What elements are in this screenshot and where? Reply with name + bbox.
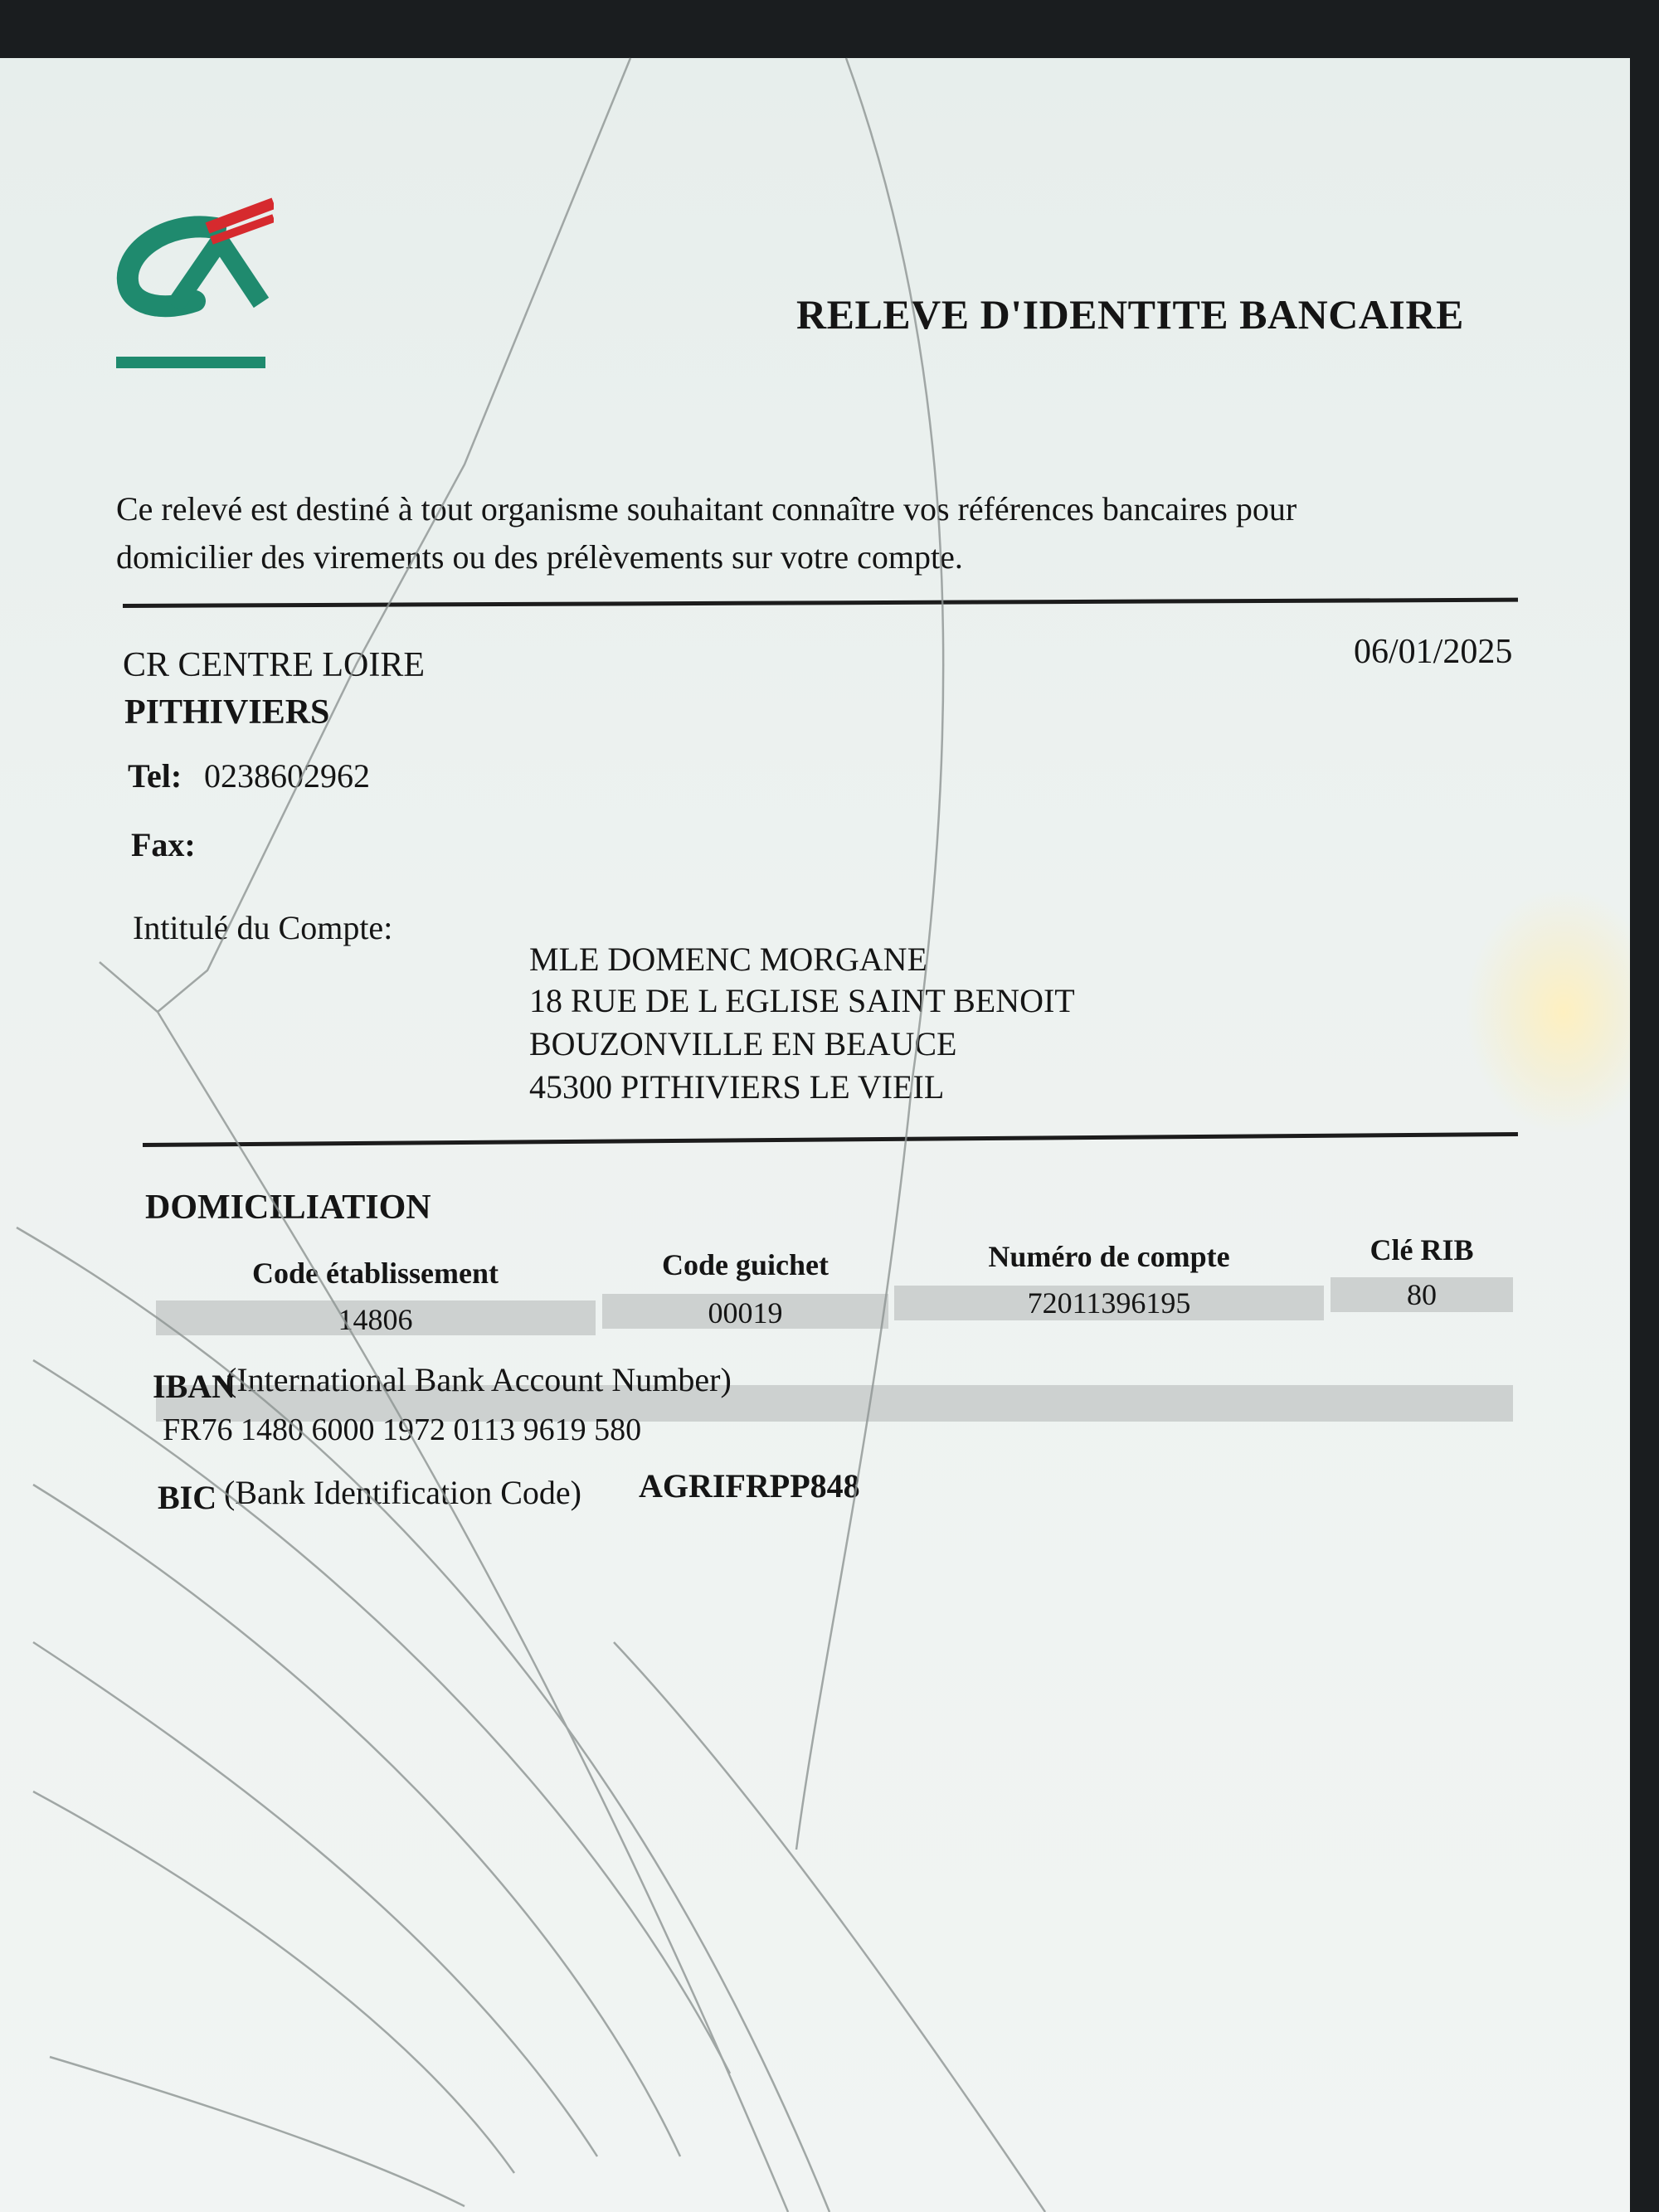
light-glare bbox=[1464, 887, 1630, 1136]
account-holder-address-line: 18 RUE DE L EGLISE SAINT BENOIT bbox=[529, 982, 1075, 1019]
header-code-guichet: Code guichet bbox=[662, 1248, 829, 1281]
value-code-etablissement: 14806 bbox=[338, 1303, 413, 1336]
agency-city: PITHIVIERS bbox=[124, 693, 330, 732]
document-title: RELEVE D'IDENTITE BANCAIRE bbox=[796, 291, 1464, 338]
account-holder-address-line: BOUZONVILLE EN BEAUCE bbox=[529, 1025, 957, 1062]
tel-value: 0238602962 bbox=[204, 757, 370, 795]
bic-value: AGRIFRPP848 bbox=[639, 1467, 860, 1505]
credit-agricole-logo bbox=[116, 195, 274, 377]
iban-description: (International Bank Account Number) bbox=[226, 1361, 732, 1398]
tel-label: Tel: bbox=[128, 757, 182, 795]
value-cle-rib: 80 bbox=[1407, 1278, 1437, 1311]
header-cle-rib: Clé RIB bbox=[1370, 1233, 1474, 1266]
agency-name: CR CENTRE LOIRE bbox=[123, 646, 425, 684]
fax-label: Fax: bbox=[131, 826, 196, 863]
iban-value: FR76 1480 6000 1972 0113 9619 580 bbox=[163, 1412, 642, 1447]
value-numero-compte: 72011396195 bbox=[1027, 1286, 1191, 1320]
bic-label: BIC bbox=[158, 1479, 217, 1516]
intro-line-2: domicilier des virements ou des prélèvements sur votre compte. bbox=[116, 538, 963, 576]
bic-description: (Bank Identification Code) bbox=[224, 1474, 581, 1511]
intro-line-1: Ce relevé est destiné à tout organisme souhaitant connaître vos références bancaires pour bbox=[116, 490, 1297, 527]
header-numero-compte: Numéro de compte bbox=[988, 1240, 1230, 1273]
account-holder-label: Intitulé du Compte: bbox=[133, 909, 393, 946]
document-date: 06/01/2025 bbox=[1354, 633, 1513, 671]
domiciliation-title: DOMICILIATION bbox=[145, 1189, 431, 1227]
value-code-guichet: 00019 bbox=[708, 1296, 783, 1330]
header-code-etablissement: Code établissement bbox=[252, 1257, 499, 1290]
iban-label: IBAN bbox=[153, 1368, 236, 1405]
account-holder-name: MLE DOMENC MORGANE bbox=[529, 941, 927, 978]
account-holder-address-line: 45300 PITHIVIERS LE VIEIL bbox=[529, 1068, 945, 1106]
